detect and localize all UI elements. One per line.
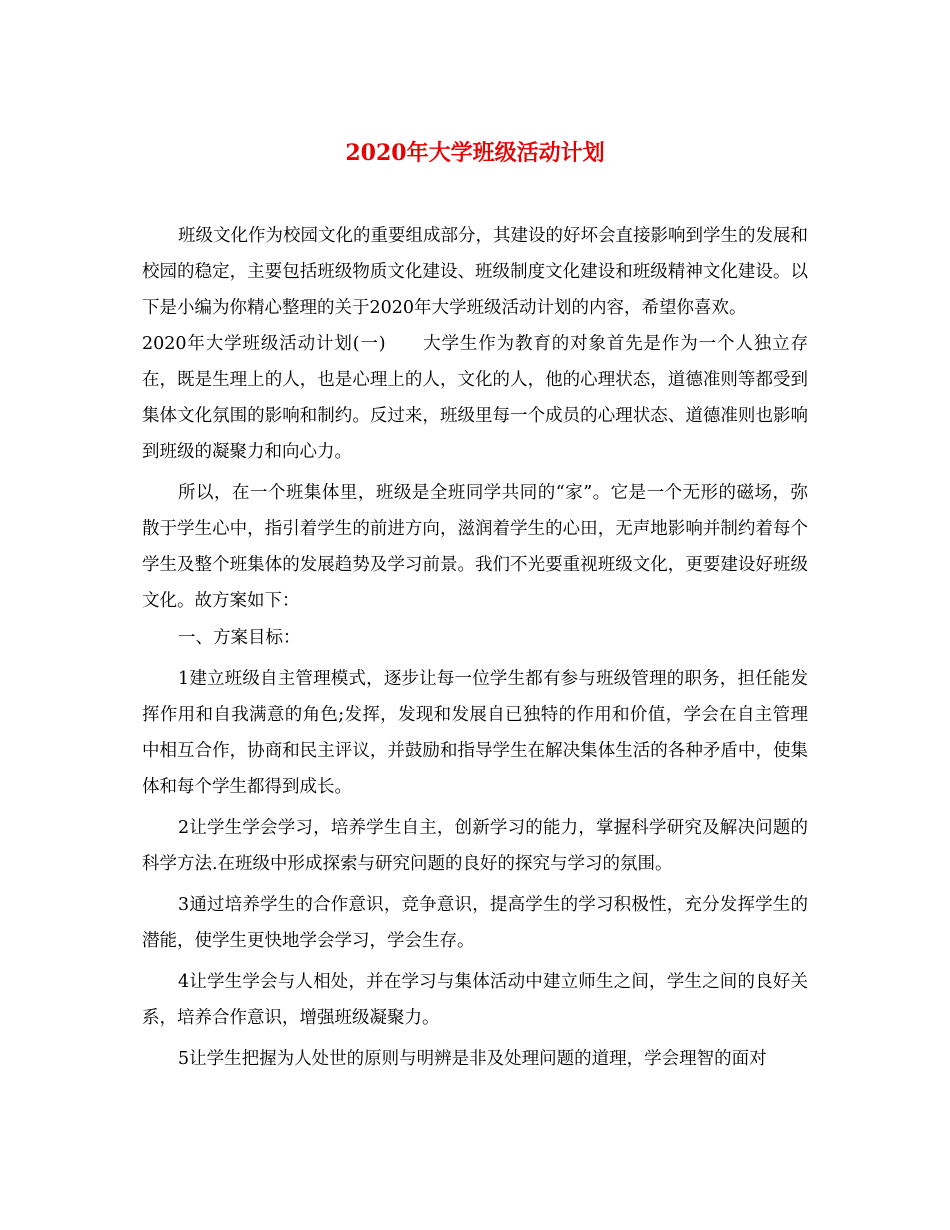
- paragraph-class-home: 所以，在一个班集体里，班级是全班同学共同的“家”。它是一个无形的磁场，弥散于学生心中，指引着学生的前进方向，滋润着学生的心田，无声地影响并制约着每个学生及整个班集体的发展趋势及学习前景。我们不光要重视班级文化，更要建设好班级文化。故方案如下：: [142, 483, 808, 611]
- paragraph-goals-heading: 一、方案目标：: [178, 628, 301, 648]
- paragraph-goal-1: 1建立班级自主管理模式，逐步让每一位学生都有参与班级管理的职务，担任能发挥作用和自我满意的角色;发挥，发现和发展自已独特的作用和价值，学会在自主管理中相互合作，协商和民主评议，并鼓励和指导学生在解决集体生活的各种矛盾中，使集体和每个学生都得到成长。: [142, 669, 808, 797]
- document-title: 2020年大学班级活动计划: [345, 140, 605, 166]
- paragraph-goal-5: 5让学生把握为人处世的原则与明辨是非及处理问题的道理，学会理智的面对: [178, 1049, 767, 1069]
- paragraph-plan-one: 2020年大学班级活动计划(一) 大学生作为教育的对象首先是作为一个人独立存在，既是生理上的人，也是心理上的人，文化的人，他的心理状态，道德准则等都受到集体文化氛围的影响和制约。反过来，班级里每一个成员的心理状态、道德准则也影响到班级的凝聚力和向心力。: [142, 334, 808, 462]
- paragraph-goal-3: 3通过培养学生的合作意识，竞争意识，提高学生的学习积极性，充分发挥学生的潜能，使学生更快地学会学习，学会生存。: [142, 895, 808, 951]
- document-body: [142, 218, 808, 1077]
- paragraph-goal-2: 2让学生学会学习，培养学生自主，创新学习的能力，掌握科学研究及解决问题的科学方法.在班级中形成探索与研究问题的良好的探究与学习的氛围。: [142, 818, 808, 874]
- paragraph-intro: 班级文化作为校园文化的重要组成部分，其建设的好坏会直接影响到学生的发展和校园的稳定，主要包括班级物质文化建设、班级制度文化建设和班级精神文化建设。以下是小编为你精心整理的关于2020年大学班级活动计划的内容，希望你喜欢。: [142, 226, 808, 318]
- paragraph-goal-4: 4让学生学会与人相处，并在学习与集体活动中建立师生之间，学生之间的良好关系，培养合作意识，增强班级凝聚力。: [142, 972, 808, 1028]
